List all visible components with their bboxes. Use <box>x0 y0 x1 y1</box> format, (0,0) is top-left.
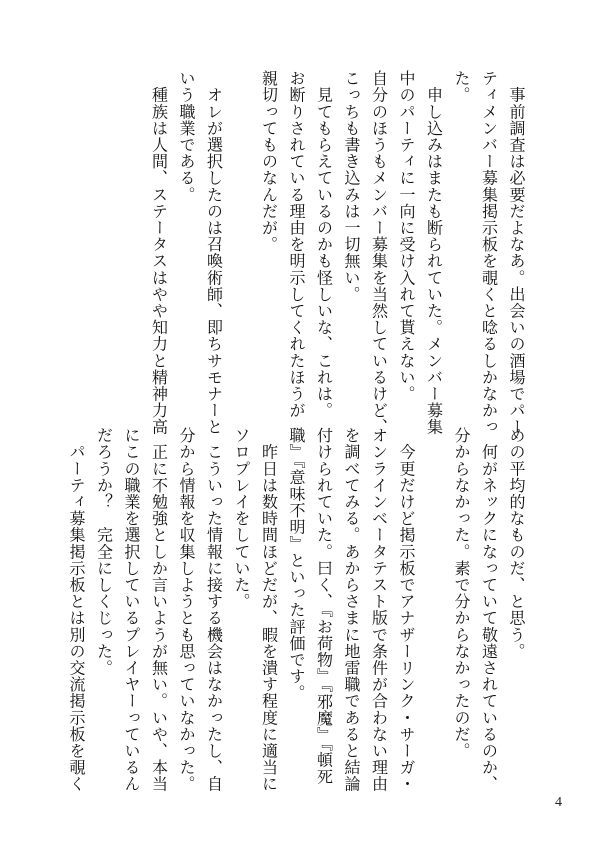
text-line: 申し込みはまたも断られていた。メンバー募集 <box>424 70 444 436</box>
text-line: こういった情報に接する機会はなかったし、自 <box>204 427 224 793</box>
text-line <box>420 427 448 762</box>
text-line: オンラインベータテスト版で条件が合わない理由 <box>369 427 389 793</box>
text-line: 今更だけど掲示板でアナザーリンク・サーガ・ <box>397 427 416 793</box>
text-line: 親切ってものなんだが。 <box>259 70 279 253</box>
bottom-text-block <box>67 427 530 793</box>
top-text-block <box>100 70 530 436</box>
text-line: 正に不勉強としか言いようが無い。いや、本当 <box>149 427 169 793</box>
page-number: 4 <box>555 795 562 810</box>
text-line: だろうか？ 完全にしくじった。 <box>94 427 114 676</box>
text-line: 見てもらえているのかも怪しいな、これは。 <box>314 70 334 419</box>
text-line: 種族は人間、ステータスはやや知力と精神力高 <box>149 70 169 436</box>
text-line: た。 <box>452 70 471 104</box>
text-line: 自分のほうもメンバー募集を当然しているけど、 <box>369 70 389 436</box>
text-line: お断りされている理由を明示してくれたほうが <box>287 70 306 419</box>
text-line: 事前調査は必要だよなあ。出会いの酒場でパー <box>507 70 526 436</box>
text-line: 付けられていた。曰く、『お荷物』『邪魔』『頓死 <box>314 427 334 785</box>
text-line: 分からなかった。素で分からなかったのだ。 <box>452 427 471 759</box>
text-line: めの平均的なものだ、と思う。 <box>507 427 526 660</box>
text-line: にこの職業を選択しているプレイヤーっているん <box>122 427 141 793</box>
text-line: オレが選択したのは召喚術師、即ちサモナーと <box>204 70 224 436</box>
text-line: 職』『意味不明』といった評価です。 <box>287 427 306 702</box>
text-line: を調べてみる。あからさまに地雷職であると結論 <box>342 427 361 793</box>
text-line: 何がネックになっていて敬遠されているのか、 <box>479 427 499 793</box>
text-line: いう職業である。 <box>177 70 196 203</box>
text-line: ティメンバー募集掲示板を覗くと唸るしかなかっ <box>479 70 499 436</box>
text-line: こっちも書き込みは一切無い。 <box>342 70 361 303</box>
text-line: パーティ募集掲示板とは別の交流掲示板を覗く <box>67 427 86 793</box>
text-line <box>228 70 256 405</box>
text-line: ソロプレイをしていた。 <box>232 427 251 610</box>
text-line: 昨日は数時間ほどだが、暇を潰す程度に適当に <box>259 427 279 793</box>
text-line: 分から情報を収集しようとも思っていなかった。 <box>177 427 196 793</box>
text-line: 中のパーティに一向に受け入れて貰えない。 <box>397 70 416 402</box>
